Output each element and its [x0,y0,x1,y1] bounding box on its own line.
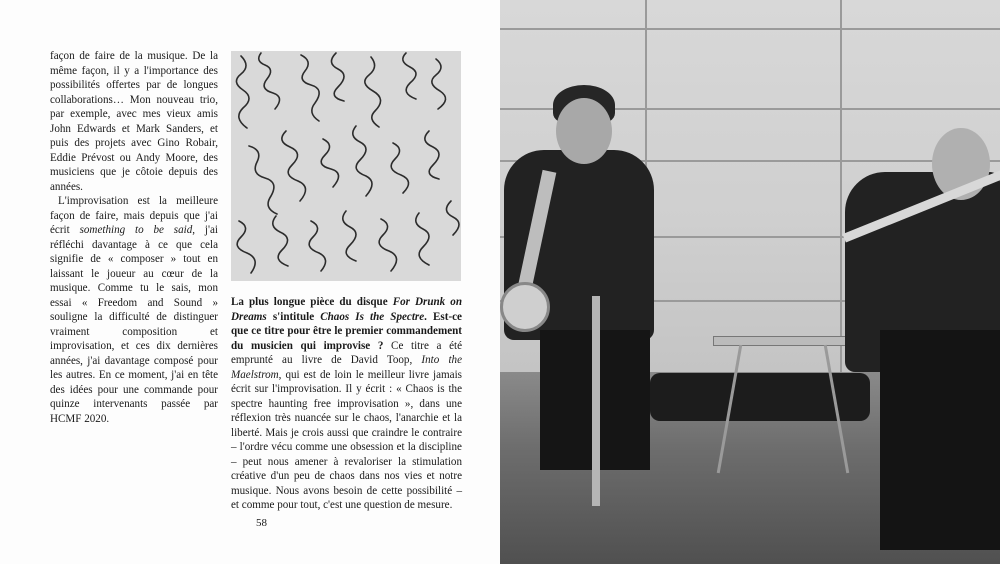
answer: Ce titre a été emprunté au livre de David Toop, Into the Maelstrom, qui est de loin le meilleur livre jamais écrit sur l'improvisation. Il y écrit : « Chaos is the spectre haunting free improvisation », dans une réflexion très nuancée sur le chaos, l'anarchie et la liberté. Mais je crois aussi que craindre le contraire – l'ordre vécu comme une obsession et la discipline – peut nous amener à revaloriser la stimulation créative d'un peu de chaos dans nos vies et notre musique. Nous avons besoin de cette possibilité – et comme pour tout, c'est une question de mesure. [231,339,462,511]
interview-column [231,295,462,513]
question: La plus longue pièce du disque For Drunk on Dreams s'intitule Chaos Is the Spectre. Est-ce que ce titre pour être le premier commandement du musicien qui improvise ? [231,296,463,352]
page-number: 58 [256,517,267,529]
paragraph-2: L'improvisation est la meilleure façon de faire, mais depuis que j'ai écrit something to be said, j'ai réfléchi davantage à ce que cela signifie de « composer » tout en laissant le joueur au cœur de la musique. Comme tu le sais, mon essai « Freedom and Sound » souligne la difficulté de distinguer vraiment composition et improvisation, et ces dix dernières années, j'ai davantage composé pour les autres. En ce moment, j'ai en tête des idées pour une commande pour quinze intervenants passée par HCMF 2020. [50,195,218,425]
concert-photograph [500,0,1000,564]
interview-text [231,295,462,513]
artwork-image [231,51,461,281]
paragraph-1: façon de faire de la musique. De la même façon, il y a l'importance des possibilités offertes par de longues collaborations… Mon nouveau trio, par exemple, avec mes vieux amis John Edwards et Mark Sanders, et puis des projets avec Gino Robair, Eddie Prévost ou Andy Moore, des musiciens que je côtoie depuis des années. [50,50,218,193]
squiggle-drawing [231,51,461,281]
folding-table [713,336,855,346]
left-text-column [50,49,218,426]
